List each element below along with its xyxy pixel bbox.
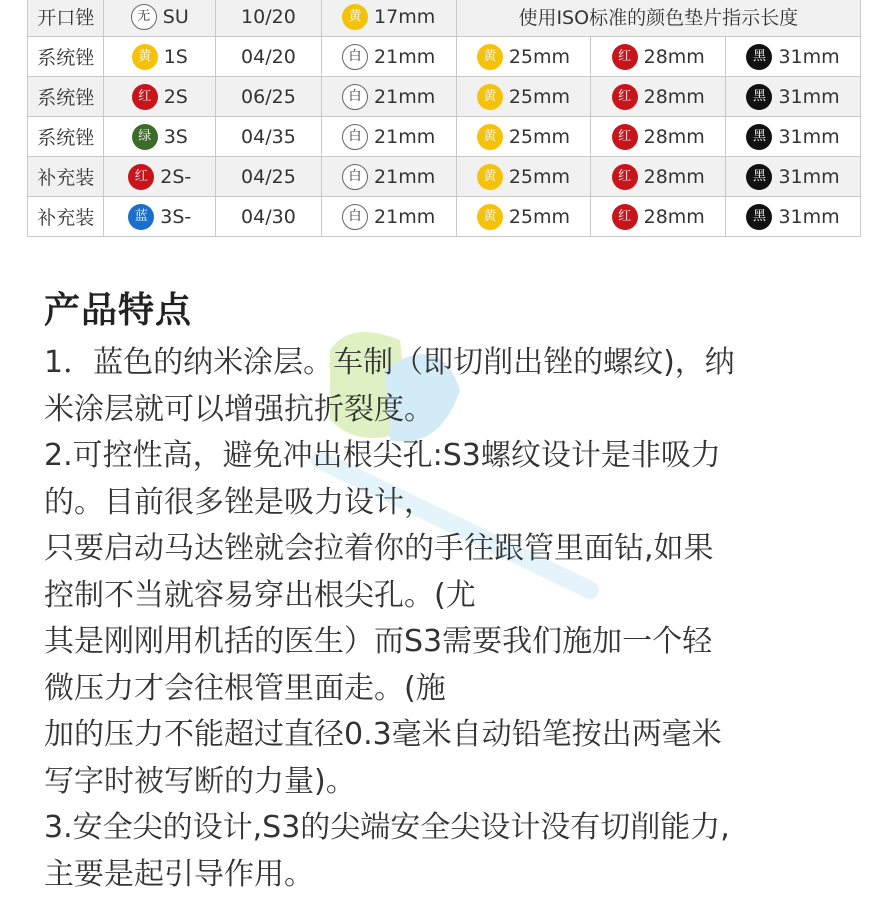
color-dot-icon: 绿 — [132, 124, 158, 150]
length-cell — [456, 77, 591, 117]
length-cell — [591, 157, 726, 197]
length-cell — [321, 197, 456, 237]
row-name: 系统锉 — [28, 77, 104, 117]
code-cell — [104, 197, 216, 237]
color-dot-icon: 黑 — [746, 124, 772, 150]
color-dot-icon: 黑 — [746, 204, 772, 230]
length-cell — [456, 117, 591, 157]
length-cell — [591, 197, 726, 237]
color-dot-icon: 蓝 — [128, 204, 154, 230]
code-cell — [104, 0, 216, 37]
color-dot-icon: 白 — [342, 204, 368, 230]
length-cell — [726, 77, 861, 117]
length-cell — [591, 117, 726, 157]
length-cell — [321, 37, 456, 77]
color-dot-icon: 黄 — [477, 204, 503, 230]
length-text: 25mm — [509, 86, 570, 108]
size-cell: 04/25 — [216, 157, 322, 197]
length-text: 28mm — [644, 206, 705, 228]
length-text: 21mm — [374, 166, 435, 188]
code-text: 3S — [164, 126, 188, 148]
text-line: 加的压力不能超过直径0.3毫米自动铅笔按出两毫米 — [44, 712, 864, 759]
text-line: 米涂层就可以增强抗折裂度。 — [44, 387, 864, 434]
length-text: 25mm — [509, 166, 570, 188]
length-text: 25mm — [509, 46, 570, 68]
length-text: 21mm — [374, 126, 435, 148]
length-text: 31mm — [778, 126, 839, 148]
row-name: 补充装 — [28, 197, 104, 237]
row-name: 系统锉 — [28, 117, 104, 157]
length-cell — [456, 197, 591, 237]
length-text: 31mm — [778, 206, 839, 228]
table-row — [28, 197, 861, 237]
size-cell: 06/25 — [216, 77, 322, 117]
length-cell — [321, 117, 456, 157]
table-row — [28, 77, 861, 117]
row-name: 补充装 — [28, 157, 104, 197]
code-text: 2S — [164, 86, 188, 108]
length-text: 31mm — [778, 86, 839, 108]
text-line: 其是刚刚用机括的医生）而S3需要我们施加一个轻 — [44, 619, 864, 666]
length-text: 31mm — [778, 166, 839, 188]
length-text: 17mm — [374, 6, 435, 28]
text-line: 微压力才会往根管里面走。(施 — [44, 666, 864, 713]
size-cell: 04/30 — [216, 197, 322, 237]
length-cell — [726, 157, 861, 197]
color-dot-icon: 红 — [132, 84, 158, 110]
length-cell — [726, 37, 861, 77]
color-dot-icon: 白 — [342, 124, 368, 150]
text-line: 控制不当就容易穿出根尖孔。(尤 — [44, 573, 864, 620]
text-line: 主要是起引导作用。 — [44, 852, 864, 898]
table-row — [28, 157, 861, 197]
color-dot-icon: 黑 — [746, 164, 772, 190]
length-text: 28mm — [644, 166, 705, 188]
color-dot-icon: 黄 — [132, 44, 158, 70]
section-title: 产品特点 — [44, 282, 192, 333]
code-text: 3S- — [160, 206, 191, 228]
length-text: 25mm — [509, 206, 570, 228]
color-dot-icon: 无 — [131, 4, 157, 30]
text-line: 2.可控性高，避免冲出根尖孔:S3螺纹设计是非吸力 — [44, 433, 864, 480]
length-cell — [321, 0, 456, 37]
table-row — [28, 117, 861, 157]
text-line: 3.安全尖的设计,S3的尖端安全尖设计没有切削能力, — [44, 805, 864, 852]
text-line: 1．蓝色的纳米涂层。车制（即切削出锉的螺纹)，纳 — [44, 340, 864, 387]
file-spec-table — [27, 0, 861, 237]
code-cell — [104, 77, 216, 117]
color-dot-icon: 红 — [128, 164, 154, 190]
color-dot-icon: 黄 — [477, 44, 503, 70]
color-dot-icon: 黄 — [477, 164, 503, 190]
length-text: 21mm — [374, 86, 435, 108]
code-text: SU — [163, 6, 189, 28]
code-cell — [104, 117, 216, 157]
color-dot-icon: 白 — [342, 164, 368, 190]
color-dot-icon: 红 — [612, 164, 638, 190]
feature-description — [44, 340, 864, 898]
length-text: 28mm — [644, 86, 705, 108]
length-cell — [321, 157, 456, 197]
length-cell — [321, 77, 456, 117]
color-dot-icon: 黄 — [342, 4, 368, 30]
iso-note: 使用ISO标准的颜色垫片指示长度 — [456, 0, 860, 37]
code-cell — [104, 37, 216, 77]
row-name: 开口锉 — [28, 0, 104, 37]
table-header-row — [28, 0, 861, 37]
length-cell — [726, 117, 861, 157]
color-dot-icon: 红 — [612, 44, 638, 70]
size-cell: 10/20 — [216, 0, 322, 37]
length-cell — [591, 37, 726, 77]
color-dot-icon: 黄 — [477, 124, 503, 150]
size-cell: 04/35 — [216, 117, 322, 157]
color-dot-icon: 红 — [612, 124, 638, 150]
length-text: 28mm — [644, 126, 705, 148]
length-cell — [591, 77, 726, 117]
size-cell: 04/20 — [216, 37, 322, 77]
color-dot-icon: 黑 — [746, 44, 772, 70]
length-text: 31mm — [778, 46, 839, 68]
color-dot-icon: 白 — [342, 84, 368, 110]
text-line: 只要启动马达锉就会拉着你的手往跟管里面钻,如果 — [44, 526, 864, 573]
color-dot-icon: 红 — [612, 204, 638, 230]
row-name: 系统锉 — [28, 37, 104, 77]
color-dot-icon: 白 — [342, 44, 368, 70]
length-text: 21mm — [374, 46, 435, 68]
length-text: 21mm — [374, 206, 435, 228]
length-cell — [456, 157, 591, 197]
color-dot-icon: 黑 — [746, 84, 772, 110]
text-line: 写字时被写断的力量)。 — [44, 759, 864, 806]
length-cell — [726, 197, 861, 237]
color-dot-icon: 黄 — [477, 84, 503, 110]
code-text: 1S — [164, 46, 188, 68]
color-dot-icon: 红 — [612, 84, 638, 110]
text-line: 的。目前很多锉是吸力设计， — [44, 480, 864, 527]
length-text: 25mm — [509, 126, 570, 148]
length-cell — [456, 37, 591, 77]
length-text: 28mm — [644, 46, 705, 68]
code-cell — [104, 157, 216, 197]
code-text: 2S- — [160, 166, 191, 188]
table-row — [28, 37, 861, 77]
